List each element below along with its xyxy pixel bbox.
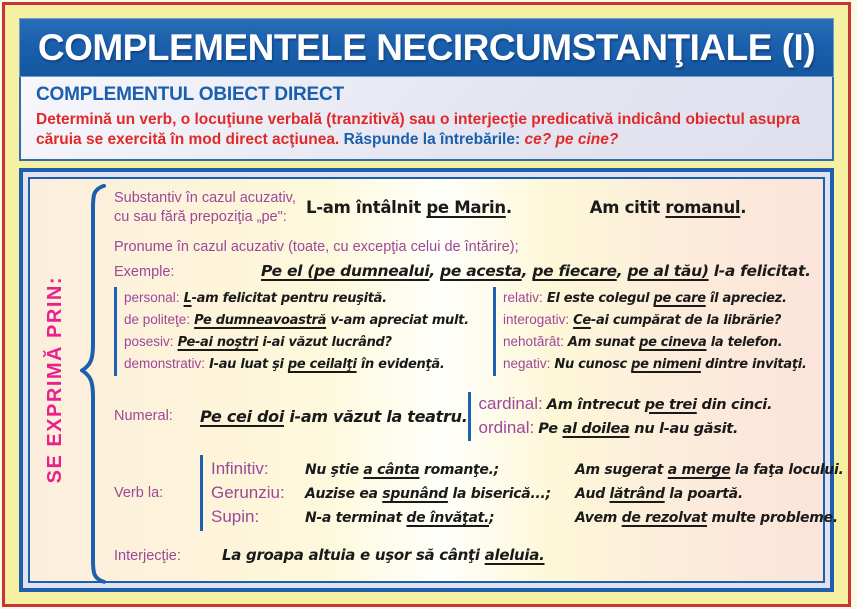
row-interjectie <box>114 546 815 564</box>
sentence-segment: Aud <box>575 485 610 502</box>
intro-box <box>19 77 834 161</box>
item-label: nehotărât: <box>503 334 564 350</box>
list-item <box>479 416 824 441</box>
substantiv-label-line2: cu sau fără prepoziţia „pe": <box>114 208 287 225</box>
sentence-segment: Am citit <box>589 198 666 218</box>
item-sentence <box>178 335 392 350</box>
item-label: personal: <box>124 290 180 306</box>
verb-mode-label: Infinitiv: <box>211 458 269 478</box>
sentence-segment: Am întrecut <box>546 396 645 413</box>
substantiv-label <box>114 189 306 226</box>
pronoun-types-right-column <box>493 287 815 375</box>
sentence-segment: , <box>429 262 441 281</box>
item-label: relativ: <box>503 290 543 306</box>
substantiv-label-line1: Substantiv în cazul acuzativ, <box>114 190 296 207</box>
sentence-segment: îl apreciez. <box>705 291 787 307</box>
item-sentence <box>194 313 469 328</box>
sentence-segment: Ce <box>573 313 591 329</box>
sentence-segment: nu l-au găsit. <box>629 421 739 438</box>
sentence-segment: L-am întâlnit <box>306 198 427 218</box>
sentence-segment: pe nimeni <box>631 357 701 373</box>
sentence-segment: L <box>183 291 192 307</box>
sentence-segment: Pe <box>538 421 563 438</box>
pronume-example <box>261 262 811 280</box>
verb-row <box>211 483 815 503</box>
sentence-segment: Avem <box>575 509 622 526</box>
list-item <box>503 331 815 353</box>
item-sentence <box>547 397 772 413</box>
content-area <box>106 179 844 581</box>
sentence-segment: -ai cumpărat de la librărie? <box>590 313 782 329</box>
sentence-segment: , <box>521 262 533 281</box>
sentence-segment: El este colegul <box>546 291 654 307</box>
sentence-segment: i-am văzut la teatru. <box>284 406 468 426</box>
sentence-segment: dintre invitaţi. <box>700 357 807 373</box>
pronoun-types-left-column <box>114 287 489 375</box>
item-label: ordinal: <box>478 418 535 438</box>
list-item <box>503 309 815 331</box>
sentence-segment: I-au luat şi <box>209 357 288 373</box>
sentence-segment: la telefon. <box>706 335 783 351</box>
item-sentence <box>538 421 738 437</box>
sentence-segment: -am felicitat pentru reuşită. <box>191 291 387 307</box>
verb-row <box>211 458 844 479</box>
verb-block <box>200 455 844 531</box>
sentence-segment: pe al tău) <box>627 262 709 281</box>
list-item <box>503 287 815 309</box>
verb-row <box>211 506 838 527</box>
item-sentence <box>209 357 444 372</box>
definition-text <box>36 110 817 150</box>
sentence-segment: din cinci. <box>696 396 773 413</box>
sentence-segment: pe trei <box>644 396 697 413</box>
item-sentence <box>568 335 782 350</box>
sentence-segment: de învăţat. <box>406 509 490 526</box>
sentence-segment: . <box>505 198 512 218</box>
sentence-segment: pe cineva <box>639 335 707 351</box>
title-bar <box>19 18 834 77</box>
sentence-segment: spunând <box>382 485 448 502</box>
numeral-example <box>200 407 468 426</box>
sentence-segment: la biserică...; <box>447 485 551 502</box>
exemple-label: Exemple: <box>114 264 175 281</box>
sentence-segment: pe fiecare <box>532 262 617 281</box>
item-label: de politeţe: <box>124 312 191 328</box>
item-sentence <box>184 291 387 306</box>
sentence-segment: la poartă. <box>664 485 743 502</box>
sentence-segment: , <box>616 262 628 281</box>
sentence-segment: Am sugerat <box>575 461 668 478</box>
list-item <box>503 353 815 375</box>
verb-example-2 <box>575 510 838 526</box>
list-item <box>479 392 824 417</box>
item-sentence <box>554 357 806 372</box>
item-label: demonstrativ: <box>124 356 206 372</box>
sentence-segment: Nu ştie <box>305 461 364 478</box>
substantiv-example-2 <box>590 198 746 217</box>
row-substantiv <box>114 189 815 226</box>
sentence-segment: romanţe.; <box>419 461 499 478</box>
verb-mode-label: Gerunziu: <box>211 482 285 502</box>
interjectie-label: Interjecţie: <box>114 547 181 564</box>
item-sentence <box>573 313 781 328</box>
list-item <box>124 353 489 375</box>
verb-example-2 <box>575 462 843 478</box>
sentence-segment: multe probleme. <box>706 509 838 526</box>
sentence-segment: pe ceilalţi <box>287 357 357 373</box>
page-title: COMPLEMENTELE NECIRCUMSTANŢIALE (I) <box>37 26 816 68</box>
sentence-segment: al doilea <box>562 421 630 438</box>
list-item <box>124 287 489 309</box>
main-inner <box>28 177 844 583</box>
interjectie-example <box>222 546 545 564</box>
sentence-segment: pe Marin <box>426 198 506 218</box>
verb-label: Verb la: <box>114 484 164 501</box>
sentence-segment: v-am apreciat mult. <box>326 313 469 329</box>
substantiv-example-1 <box>306 198 512 217</box>
item-sentence <box>547 291 787 306</box>
definition-red-text: Determină un verb, o locuţiune verbală (tranzitivă) sau o interjecţie predicativă indicând obiectul asupra căruia se exercită în mod direct acţiunea. <box>36 111 801 149</box>
item-label: cardinal: <box>478 393 543 413</box>
sentence-segment: lătrând <box>609 485 665 502</box>
sentence-segment: la faţa locului. <box>730 461 844 478</box>
list-item <box>124 309 489 331</box>
verb-example-1 <box>305 462 575 478</box>
numeral-subtypes <box>468 392 824 441</box>
sentence-segment: a merge <box>667 461 731 478</box>
left-rail <box>30 179 106 581</box>
list-item <box>124 331 489 353</box>
sentence-segment: Pe cei doi <box>200 406 285 426</box>
verb-example-1 <box>305 486 575 502</box>
item-label: interogativ: <box>503 312 570 328</box>
sentence-segment: Auzise ea <box>305 485 383 502</box>
row-verb <box>114 455 844 531</box>
pronume-intro: Pronume în cazul acuzativ (toate, cu excepţia celui de întărire); <box>114 239 519 256</box>
sentence-segment: i-ai văzut lucrând? <box>258 335 392 351</box>
sentence-segment: l-a felicitat. <box>708 262 811 281</box>
pronoun-types-columns <box>114 287 815 375</box>
row-numeral <box>114 392 815 441</box>
sentence-segment: de rezolvat <box>621 509 707 526</box>
sentence-segment: La groapa altuia e uşor să cânţi <box>222 545 485 564</box>
item-label: posesiv: <box>124 334 174 350</box>
poster-frame <box>2 2 851 607</box>
sentence-segment: Pe el (pe dumnealui <box>261 262 430 281</box>
sentence-segment: aleluia. <box>484 545 545 564</box>
sentence-segment: Pe-ai noştri <box>177 335 259 351</box>
sentence-segment: romanul <box>665 198 741 218</box>
rail-label-wrap <box>30 179 80 581</box>
main-box <box>19 168 844 592</box>
sentence-segment: Am sunat <box>567 335 640 351</box>
sentence-segment: Nu cunosc <box>554 357 632 373</box>
sentence-segment: pe care <box>653 291 706 307</box>
definition-questions: ce? pe cine? <box>524 131 619 149</box>
row-exemple <box>114 262 815 280</box>
numeral-label: Numeral: <box>114 408 173 425</box>
sentence-segment: a cânta <box>363 461 420 478</box>
sentence-segment: Pe dumneavoastră <box>194 313 327 329</box>
curly-brace-icon <box>80 183 106 585</box>
definition-questions-label: Răspunde la întrebările: <box>343 131 521 149</box>
section-subtitle: COMPLEMENTUL OBIECT DIRECT <box>36 84 344 105</box>
verb-example-1 <box>305 510 575 526</box>
item-label: negativ: <box>503 356 551 372</box>
verb-mode-label: Supin: <box>211 506 260 526</box>
sentence-segment: N-a terminat <box>305 509 407 526</box>
sentence-segment: . <box>740 198 747 218</box>
se-exprima-prin-label: SE EXPRIMĂ PRIN: <box>43 276 66 484</box>
sentence-segment: ; <box>489 509 495 526</box>
sentence-segment: pe acesta <box>440 262 522 281</box>
sentence-segment: în evidenţă. <box>356 357 445 373</box>
verb-example-2 <box>575 486 743 502</box>
